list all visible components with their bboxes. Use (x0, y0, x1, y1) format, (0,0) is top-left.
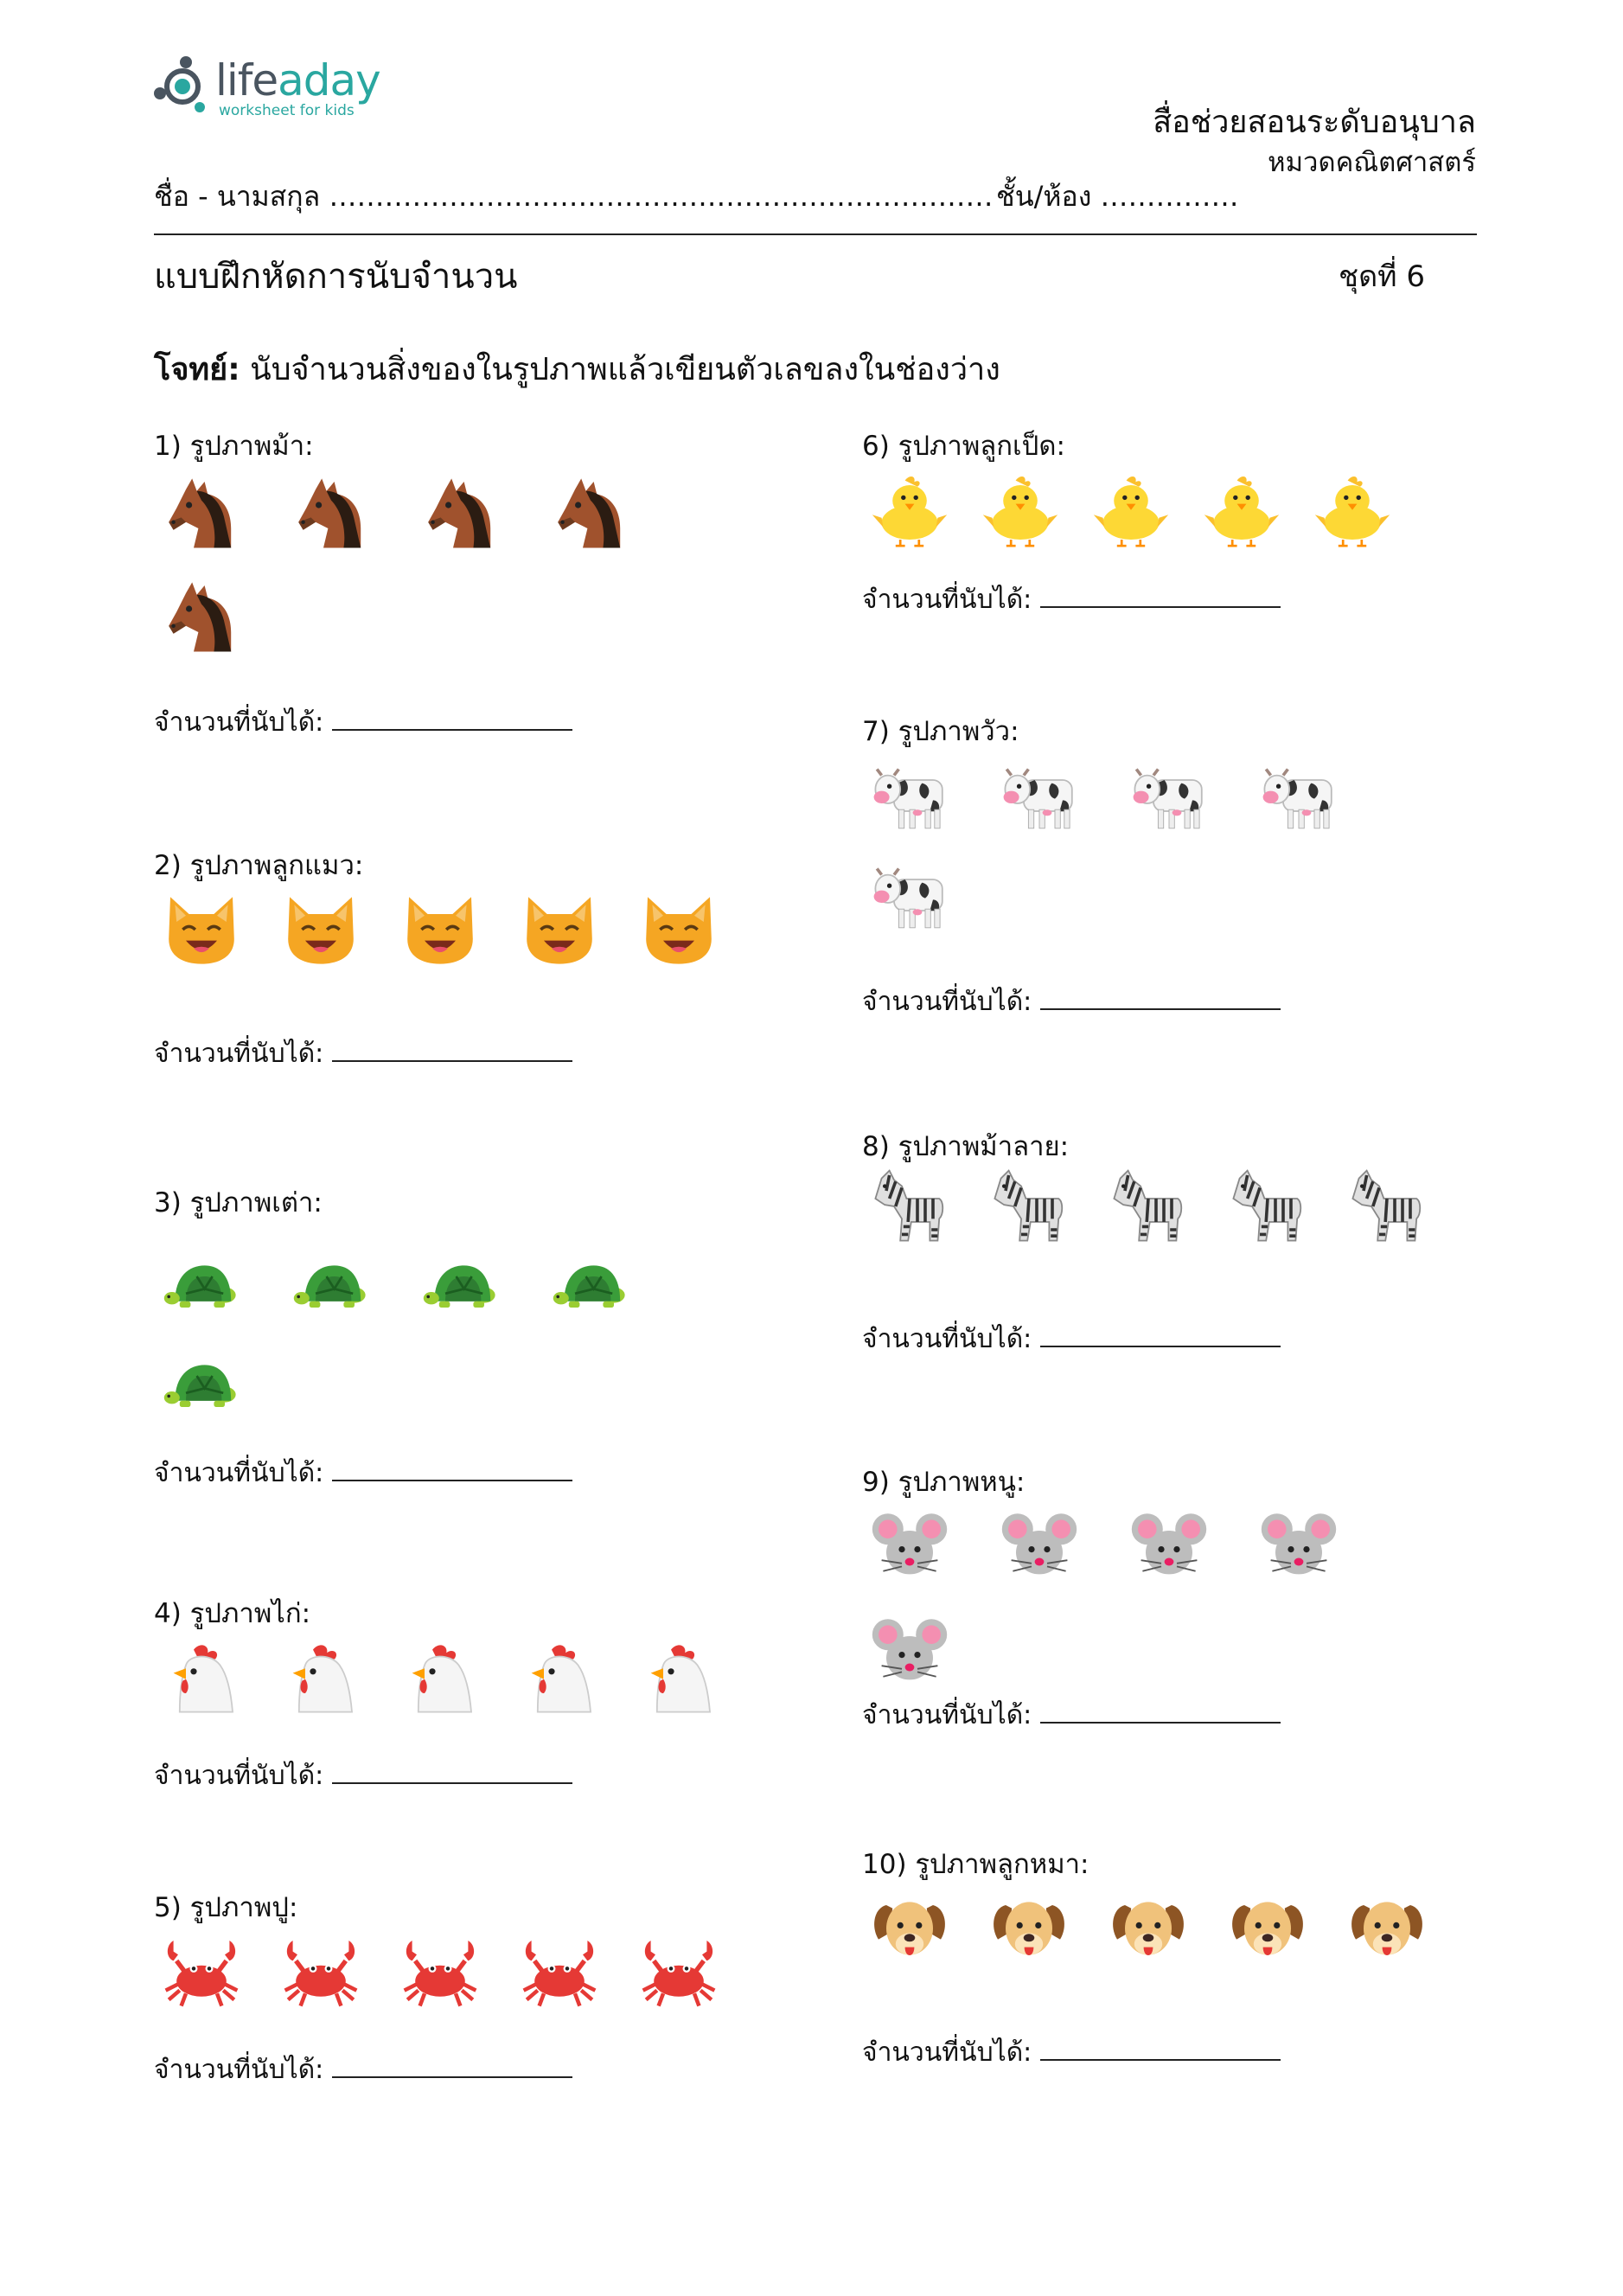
dog-icon (1109, 1890, 1187, 1967)
question-9-title: 9) รูปภาพหนู: (862, 1467, 1026, 1498)
question-4-title: 4) รูปภาพไก่: (154, 1598, 311, 1629)
dog-icon (990, 1890, 1068, 1967)
question-5-answer (154, 2050, 572, 2090)
dog-icon (1348, 1890, 1426, 1967)
crab-icon (282, 1933, 360, 2011)
answer-blank[interactable] (1040, 1701, 1281, 1724)
answer-blank[interactable] (1040, 988, 1281, 1010)
question-2-title: 2) รูปภาพลูกแมว: (154, 850, 364, 881)
cat-icon (640, 891, 718, 969)
cow-icon (871, 856, 949, 934)
question-6-title: 6) รูปภาพลูกเป็ด: (862, 431, 1065, 462)
answer-label: จำนวนที่นับได้: (862, 585, 1032, 615)
question-3-answer (154, 1453, 572, 1493)
chick-icon (1313, 470, 1391, 547)
instruction (154, 344, 1000, 393)
answer-label: จำนวนที่นับได้: (862, 1700, 1032, 1730)
cow-icon (871, 757, 949, 835)
answer-blank[interactable] (332, 2056, 572, 2078)
logo-molecule-icon (151, 54, 214, 116)
answer-label: จำนวนที่นับได้: (154, 1761, 324, 1791)
answer-label: จำนวนที่นับได้: (154, 2055, 324, 2085)
answer-label: จำนวนที่นับได้: (154, 1458, 324, 1488)
question-4-answer (154, 1756, 572, 1796)
zebra-icon (990, 1167, 1068, 1245)
question-1-answer (154, 702, 572, 743)
question-8-title: 8) รูปภาพม้าลาย: (862, 1131, 1070, 1162)
cat-icon (401, 891, 479, 969)
zebra-icon (1109, 1167, 1187, 1245)
turtle-icon (163, 1245, 240, 1323)
dog-icon (1229, 1890, 1307, 1967)
chick-icon (1203, 470, 1281, 547)
crab-icon (401, 1933, 479, 2011)
horse-icon (163, 578, 240, 656)
chicken-icon (163, 1639, 240, 1717)
chick-icon (1092, 470, 1170, 547)
cow-icon (1000, 757, 1078, 835)
answer-blank[interactable] (1040, 1325, 1281, 1347)
lifeaday-logo (151, 54, 393, 123)
question-6-answer (862, 579, 1281, 620)
crab-icon (163, 1933, 240, 2011)
question-7-answer (862, 982, 1281, 1022)
answer-blank[interactable] (1040, 2038, 1281, 2061)
answer-blank[interactable] (332, 708, 572, 731)
chicken-icon (640, 1639, 718, 1717)
header-subject-title: สื่อช่วยสอนระดับอนุบาล (1153, 105, 1476, 140)
question-3-title: 3) รูปภาพเต่า: (154, 1187, 323, 1218)
answer-label: จำนวนที่นับได้: (154, 1039, 324, 1069)
crab-icon (521, 1933, 598, 2011)
mouse-icon (1260, 1507, 1338, 1585)
instruction-text: นับจำนวนสิ่งของในรูปภาพแล้วเขียนตัวเลขลงในช่องว่าง (240, 352, 1000, 387)
worksheet-set-number: ชุดที่ 6 (1339, 259, 1426, 294)
zebra-icon (1348, 1167, 1426, 1245)
answer-blank[interactable] (332, 1039, 572, 1062)
mouse-icon (871, 1613, 949, 1691)
turtle-icon (292, 1245, 370, 1323)
answer-blank[interactable] (332, 1459, 572, 1481)
answer-label: จำนวนที่นับได้: (862, 1324, 1032, 1354)
cow-icon (1130, 757, 1208, 835)
question-10-answer (862, 2032, 1281, 2073)
chicken-icon (282, 1639, 360, 1717)
horse-icon (163, 474, 240, 552)
class-field-label: ชั้น/ห้อง …………… (996, 180, 1239, 213)
dog-icon (871, 1890, 949, 1967)
chick-icon (981, 470, 1059, 547)
turtle-icon (552, 1245, 629, 1323)
cat-icon (521, 891, 598, 969)
answer-label: จำนวนที่นับได้: (154, 707, 324, 738)
logo-wordmark: lifeaday (215, 55, 380, 106)
question-10-title: 10) รูปภาพลูกหมา: (862, 1849, 1089, 1880)
mouse-icon (1000, 1507, 1078, 1585)
cat-icon (282, 891, 360, 969)
header-subject-category: หมวดคณิตศาสตร์ (1268, 147, 1476, 178)
answer-blank[interactable] (1040, 585, 1281, 608)
turtle-icon (163, 1345, 240, 1423)
header-divider (154, 233, 1477, 235)
chicken-icon (401, 1639, 479, 1717)
question-5-title: 5) รูปภาพปู: (154, 1892, 298, 1923)
question-8-answer (862, 1319, 1281, 1359)
turtle-icon (422, 1245, 500, 1323)
mouse-icon (1130, 1507, 1208, 1585)
horse-icon (422, 474, 500, 552)
question-2-answer (154, 1033, 572, 1074)
question-1-title: 1) รูปภาพม้า: (154, 431, 314, 462)
cow-icon (1260, 757, 1338, 835)
answer-label: จำนวนที่นับได้: (862, 987, 1032, 1017)
horse-icon (552, 474, 629, 552)
question-9-answer (862, 1695, 1281, 1736)
question-7-title: 7) รูปภาพวัว: (862, 716, 1019, 747)
zebra-icon (871, 1167, 949, 1245)
crab-icon (640, 1933, 718, 2011)
name-field-label: ชื่อ - นามสกุล ……………………………………………………………… (154, 180, 994, 213)
chick-icon (871, 470, 949, 547)
instruction-label: โจทย์: (154, 352, 240, 387)
horse-icon (292, 474, 370, 552)
zebra-icon (1229, 1167, 1307, 1245)
worksheet-title: แบบฝึกหัดการนับจำนวน (154, 257, 518, 297)
mouse-icon (871, 1507, 949, 1585)
answer-label: จำนวนที่นับได้: (862, 2037, 1032, 2068)
cat-icon (163, 891, 240, 969)
logo-tagline: worksheet for kids (219, 102, 355, 119)
answer-blank[interactable] (332, 1762, 572, 1784)
chicken-icon (521, 1639, 598, 1717)
